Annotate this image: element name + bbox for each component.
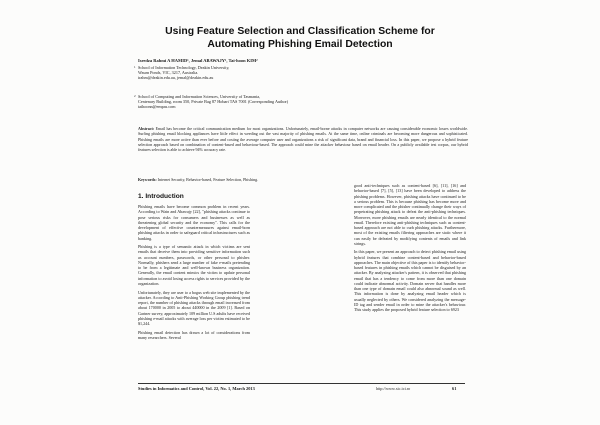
affiliation-line: Waurn Ponds, VIC, 3217, Australia. (138, 70, 199, 76)
left-column (138, 204, 250, 344)
abstract-text: Email has become the critical communication medium for most organizations. Unfortunately, email-borne attacks in computer networks are causing considerable economic losses worldwide. Surfing phishing email blocking appliances have little effect in weeding out the vast majority of phishing emails. At the same time, online criminals are becoming more dangerous and sophisticated. Phishing emails are more active than ever before and costing the average computer user and organizations a risk of significant data, brand and financial loss. In this paper, we propose a hybrid feature selection approach based on combination of content-based and behaviour-based. The approach could mine the attacker behaviour based on email header. On a publicly available test corpus, our hybrid features selection is able to achieve 94% accuracy rate. (138, 126, 468, 152)
journal-url[interactable]: http://www.sic.ici.ro (376, 386, 411, 391)
affiliation-1 (134, 65, 478, 81)
title-line-1: Using Feature Selection and Classification Scheme for (165, 26, 435, 37)
affiliation-line: Centenary Building, room 350, Private Bag 87 Hobart TAS 7001 (Corresponding Author) (138, 99, 289, 105)
affiliation-marker: 1 (134, 65, 136, 69)
author-list: Isredza Rahmi A HAMID¹, Jemal ABAWAJY¹, Tai-hoon KIM² (138, 58, 258, 63)
paragraph: Phishing is a type of semantic attack in which victims are sent emails that deceive them into providing sensitive information such as account numbers, passwords, or other personal to phisher. Normally, phishers send a large number of fake e-mails pretending to be from a legitimate and well-known business organization. Generally, the email content mimics the victim to update personal information to avoid losing access rights to services provided by the organization. (138, 244, 250, 286)
affiliation-line: School of Computing and Information Sciences, University of Tasmania, (138, 94, 261, 99)
keywords-text: Internet Security, Behavior-based, Feature Selection, Phishing. (157, 177, 259, 182)
page-number: 61 (452, 386, 457, 391)
paragraph: Phishing emails have become common problem in recent years. According to Wain and Abawajy [22], "phishing attacks continue to pose serious risks for consumers and businesses as well as threatening global security and the economy". This calls for the development of effective countermeasures against email-born phishing attacks in order to safeguard critical infrastructures such as banking. (138, 204, 250, 241)
keywords (138, 177, 468, 182)
paragraph: Phishing email detection has drawn a lot of considerations from many researchers. Several (138, 329, 250, 340)
affiliation-line: School of Information Technology, Deakin University, (138, 65, 230, 70)
paper-title (150, 26, 450, 51)
paragraph: Unfortunately, they are user to a bogus web site implemented by the attacker. According to Anti-Phishing Working Group phishing trend report, the number of phishing attacks through email increased from about 170000 in 2005 to about 440000 in the 2009 [1]. Based on Gartner survey, approximately 109 million U.S adults have received phishing e-mail attacks with average loss per victim estimated to be $1,244. (138, 289, 250, 327)
affiliation-email: taihoonn@empas.com (138, 104, 176, 110)
footer-divider (138, 383, 465, 384)
affiliation-marker: 2 (134, 94, 136, 98)
paragraph: good anti-techniques such as content-based [6], [11], [16] and behavior-based [7], [5], [13] have been developed to address the phishing problems. However, phishing attacks have continued to be a serious problem. This is because phishing has become more and more complicated and the phisher continually change their ways of perpetrating phishing attack to defeat the anti-phishing techniques. Moreover, more phishing emails are nearly identical to the normal email. Therefore existing anti-phishing techniques such as content-based approach are not able to curb phishing attacks. Furthermore, most of the existing emails filtering approaches are static where it can easily be defeated by modifying contents of emails and link strings. (354, 183, 466, 246)
abstract (138, 126, 468, 152)
journal-citation: Studies in Informatics and Control, Vol. 22, No. 1, March 2013 (138, 386, 255, 391)
keywords-label: Keywords: (138, 177, 157, 182)
affiliation-2 (134, 94, 478, 110)
affiliation-email: irahm@deakin.edu.au, jemal@deakin.edu.au (138, 75, 214, 81)
section-heading: 1. Introduction (138, 193, 184, 200)
title-line-2: Automating Phishing Email Detection (207, 38, 393, 50)
right-column (354, 183, 466, 316)
abstract-label: Abstract: (138, 126, 155, 131)
paragraph: In this paper, we present an approach to detect phishing email using hybrid features that combine content-based and behavior-based approaches. The main objective of this paper is to identify behavior-based features in phishing emails which cannot be disguised by an attacker. By analyzing attacker's pattern, it is observed that phishing email that has a tendency to come from more than one domain could indicate abnormal activity. Domain server that handles more than one type of domain email could also abnormal sound as well. This information is done by analyzing email header which is usually neglected by others. We considered analyzing the message-ID tag and sender email in order to mine the attacker's behaviour. This study applies the proposed hybrid feature selection to 6923 (354, 249, 466, 313)
